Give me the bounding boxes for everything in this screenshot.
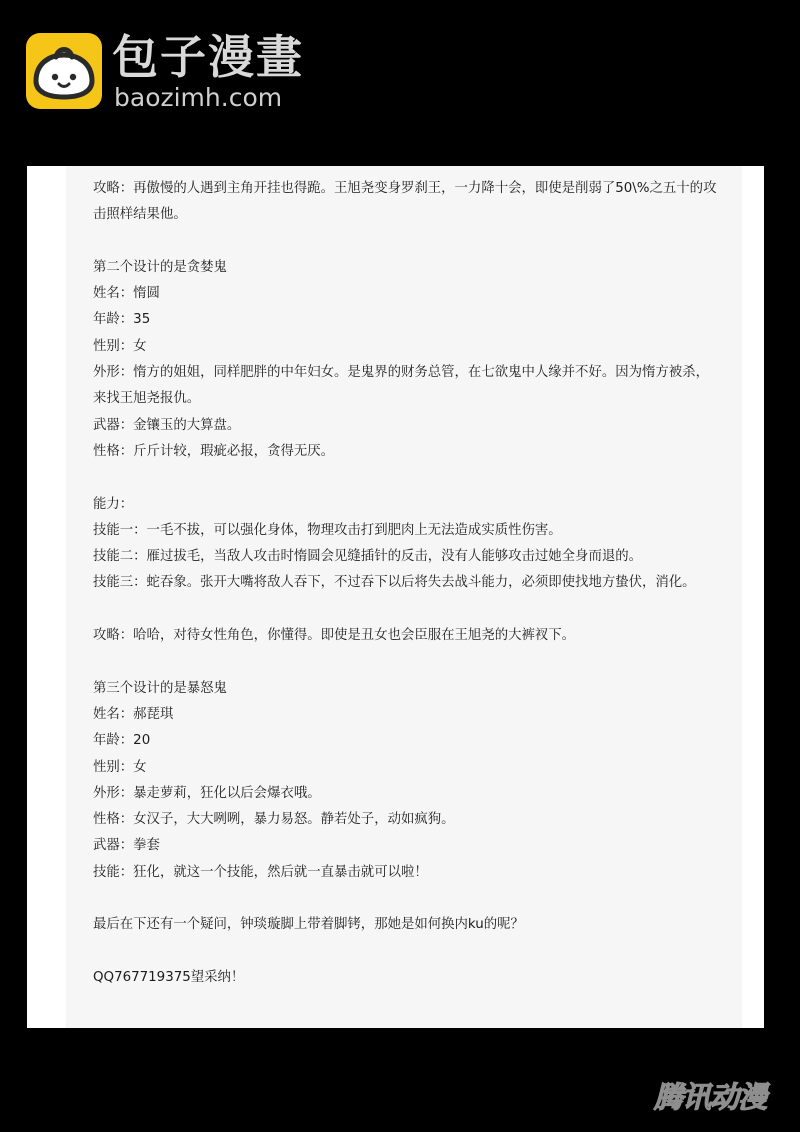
- paragraph-gap: [93, 886, 743, 912]
- paragraph-gap: [93, 649, 743, 675]
- section-heading: 第三个设计的是暴怒鬼: [93, 680, 227, 696]
- text-line: 姓名：惰圆: [93, 286, 160, 302]
- text-line: 性别：女: [93, 338, 147, 354]
- text-line: 年龄：35: [93, 312, 151, 328]
- paragraph-gap: [93, 939, 743, 965]
- text-line: 技能三：蛇吞象。张开大嘴将敌人吞下，不过吞下以后将失去战斗能力，必须即使找地方蛰伏，消化。: [93, 575, 696, 591]
- text-line: 姓名：郝琵琪: [93, 706, 174, 722]
- text-line: 性格：女汉子，大大咧咧，暴力易怒。静若处子，动如疯狗。: [93, 812, 455, 828]
- text-line: 能力：: [93, 496, 134, 512]
- text-line: 技能二：雁过拔毛，当敌人攻击时惰圆会见缝插针的反击，没有人能够攻击过她全身而退的。: [93, 549, 643, 565]
- text-line: 来找王旭尧报仇。: [93, 391, 201, 407]
- paragraph-gap: [93, 229, 743, 255]
- article-text: [93, 176, 743, 991]
- text-line: 技能：狂化，就这一个技能，然后就一直暴击就可以啦！: [93, 864, 428, 880]
- text-line: 武器：拳套: [93, 838, 160, 854]
- site-logo[interactable]: [26, 30, 326, 115]
- text-line: 性别：女: [93, 759, 147, 775]
- text-line: 外形：惰方的姐姐，同样肥胖的中年妇女。是鬼界的财务总管，在七欲鬼中人缘并不好。因为惰方被杀，: [93, 365, 709, 381]
- text-line: 技能一：一毛不拔，可以强化身体，物理攻击打到肥肉上无法造成实质性伤害。: [93, 522, 562, 538]
- text-line: 攻略：哈哈，对待女性角色，你懂得。即使是丑女也会臣服在王旭尧的大裤衩下。: [93, 628, 576, 644]
- text-line: 年龄：20: [93, 733, 151, 749]
- text-line: 攻略：再傲慢的人遇到主角开挂也得跪。王旭尧变身罗刹王，一力降十会，即使是削弱了50\%之五十的攻: [93, 181, 717, 196]
- paragraph-gap: [93, 597, 743, 623]
- section-heading: 第二个设计的是贪婪鬼: [93, 259, 227, 275]
- text-line: 武器：金镶玉的大算盘。: [93, 417, 241, 433]
- text-line: 性格：斤斤计较，瑕疵必报，贪得无厌。: [93, 443, 335, 459]
- publisher-watermark: 腾讯动漫: [654, 1080, 767, 1114]
- text-line: QQ767719375望采纳！: [93, 969, 245, 985]
- logo-chinese-name: 包子漫畫: [112, 30, 304, 84]
- text-line: 最后在下还有一个疑问，钟琰璇脚上带着脚铐，那她是如何换内ku的呢？: [93, 917, 524, 933]
- text-line: 击照样结果他。: [93, 207, 187, 223]
- paragraph-gap: [93, 465, 743, 491]
- bun-mascot-icon: [26, 33, 102, 109]
- logo-url: baozimh.com: [114, 83, 283, 112]
- text-line: 外形：暴走萝莉，狂化以后会爆衣哦。: [93, 785, 321, 801]
